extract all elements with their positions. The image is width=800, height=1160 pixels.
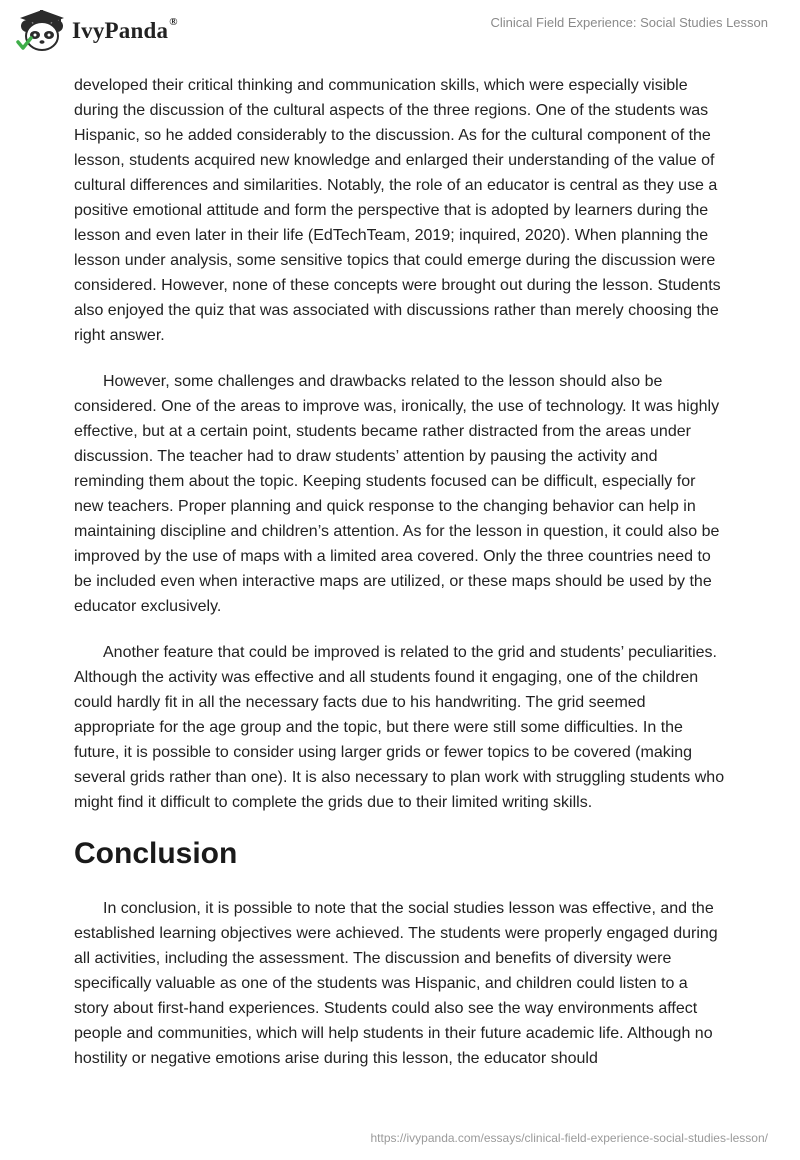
- body-paragraph: However, some challenges and drawbacks related to the lesson should also be considered. One of the areas to improve was, ironically, the use of technology. It was highly effective, but at a certain point, students became rather distracted from the areas under discussion. The teacher had to draw students’ attention by pausing the activity and reminding them about the topic. Keeping students focused can be difficult, especially for new teachers. Proper planning and quick response to the changing behavior can help in maintaining discipline and children’s attention. As for the lesson in question, it could also be improved by the use of maps with a limited area covered. Only the three countries need to be included even when interactive maps are utilized, or these maps should be used by the educator exclusively.: [74, 373, 720, 615]
- essay-content: [74, 73, 726, 1092]
- conclusion-paragraph: In conclusion, it is possible to note that the social studies lesson was effective, and the established learning objectives were achieved. The students were properly engaged during all activities, including the assessment. The discussion and benefits of diversity were specifically valuable as one of the students was Hispanic, and children could listen to a story about first-hand experiences. Students could also see the way environments affect people and communities, which will help students in their future academic life. Although no hostility or negative emotions arise during this lesson, the educator should: [74, 900, 718, 1067]
- body-paragraph: developed their critical thinking and communication skills, which were especially visible during the discussion of the cultural aspects of the three regions. One of the students was Hispanic, so he added considerably to the discussion. As for the cultural component of the lesson, students acquired new knowledge and enlarged their understanding of the value of cultural differences and similarities. Notably, the role of an educator is central as they use a positive emotional attitude and form the perspective that is adopted by learners during the lesson and even later in their life (EdTechTeam, 2019; inquired, 2020). When planning the lesson under analysis, some sensitive topics that could emerge during the discussion were considered. However, none of these concepts were brought out during the lesson. Students also enjoyed the quiz that was associated with discussions rather than merely choosing the right answer.: [74, 77, 721, 344]
- document-title: Clinical Field Experience: Social Studies Lesson: [490, 15, 768, 30]
- brand-logo[interactable]: [14, 8, 178, 54]
- panda-logo-icon: [14, 8, 66, 54]
- body-paragraph: Another feature that could be improved is related to the grid and students’ peculiarities. Although the activity was effective and all students found it engaging, one of the children could hardly fit in all the necessary facts due to his handwriting. The grid seemed appropriate for the age group and the topic, but there were still some difficulties. In the future, it is possible to consider using larger grids or fewer topics to be covered (making several grids rather than one). It is also necessary to plan work with struggling students who might find it difficult to complete the grids due to their limited writing skills.: [74, 644, 725, 811]
- conclusion-heading: Conclusion: [74, 837, 238, 870]
- page-header: [0, 0, 800, 70]
- source-url[interactable]: https://ivypanda.com/essays/clinical-field-experience-social-studies-lesson/: [370, 1131, 768, 1145]
- brand-name: IvyPanda®: [72, 16, 178, 43]
